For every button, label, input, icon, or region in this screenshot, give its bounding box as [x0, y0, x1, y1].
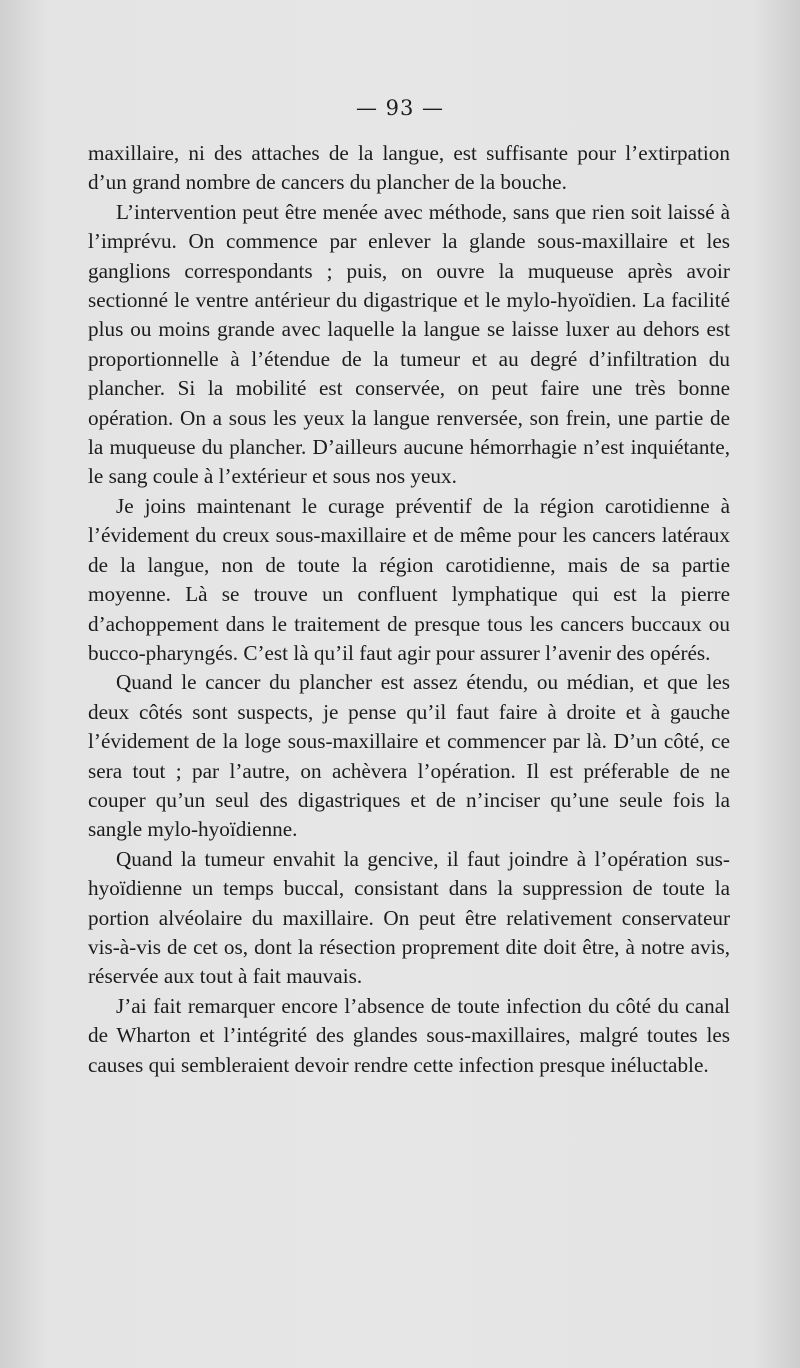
page-number: — 93 — — [355, 96, 445, 120]
paragraph-intervention: L’intervention peut être menée avec méthode, sans que rien soit laissé à l’imprévu. On commence par enlever la glande sous-maxillaire et les ganglions correspondants ; puis, on ouvre la muqueuse après avoir sectionné le ventre antérieur du digastrique et le mylo-hyoïdien. La facilité plus ou moins grande avec laquelle la langue se laisse luxer au dehors est proportionnelle à l’étendue de la tumeur et au degré d’infiltration du plancher. Si la mobilité est conservée, on peut faire une très bonne opération. On a sous les yeux la langue renversée, son frein, une partie de la muqueuse du plancher. D’ailleurs aucune hémorrhagie n’est inquiétante, le sang coule à l’extérieur et sous nos yeux. — [88, 199, 730, 489]
paragraph-continuation: maxillaire, ni des attaches de la langue, est suffisante pour l’extirpation d’un grand nombre de cancers du plancher de la bouche. — [88, 141, 730, 195]
paragraph-cancer-median: Quand le cancer du plancher est assez étendu, ou médian, et que les deux côtés sont suspects, je pense qu’il faut faire à droite et à gauche l’évidement de la loge sous-maxillaire et commencer par là. D’un côté, ce sera tout ; par l’autre, on achèvera l’opération. Il est préferable de ne couper qu’un seul des digastriques et de n’inciser qu’une seule fois la sangle mylo-hyoïdienne. — [88, 670, 730, 842]
paragraph-gencive: Quand la tumeur envahit la gencive, il faut joindre à l’opération sus-hyoïdienne un temps buccal, consistant dans la suppression de toute la portion alvéolaire du maxillaire. On peut être relativement conservateur vis-à-vis de cet os, dont la résection proprement dite doit être, à notre avis, réservée aux tout à fait mauvais. — [88, 846, 730, 989]
body-text — [88, 139, 730, 1080]
paragraph-infection: J’ai fait remarquer encore l’absence de toute infection du côté du canal de Wharton et l’intégrité des glandes sous-maxillaires, malgré toutes les causes qui sembleraient devoir rendre cette infection presque inéluctable. — [88, 993, 730, 1077]
paragraph-curage: Je joins maintenant le curage préventif de la région carotidienne à l’évidement du creux sous-maxillaire et de même pour les cancers latéraux de la langue, non de toute la région carotidienne, mais de sa partie moyenne. Là se trouve un confluent lymphatique qui est la pierre d’achoppement dans le traitement de presque tous les cancers buccaux ou bucco-pharyngés. C’est là qu’il faut agir pour assurer l’avenir des opérés. — [88, 493, 730, 665]
